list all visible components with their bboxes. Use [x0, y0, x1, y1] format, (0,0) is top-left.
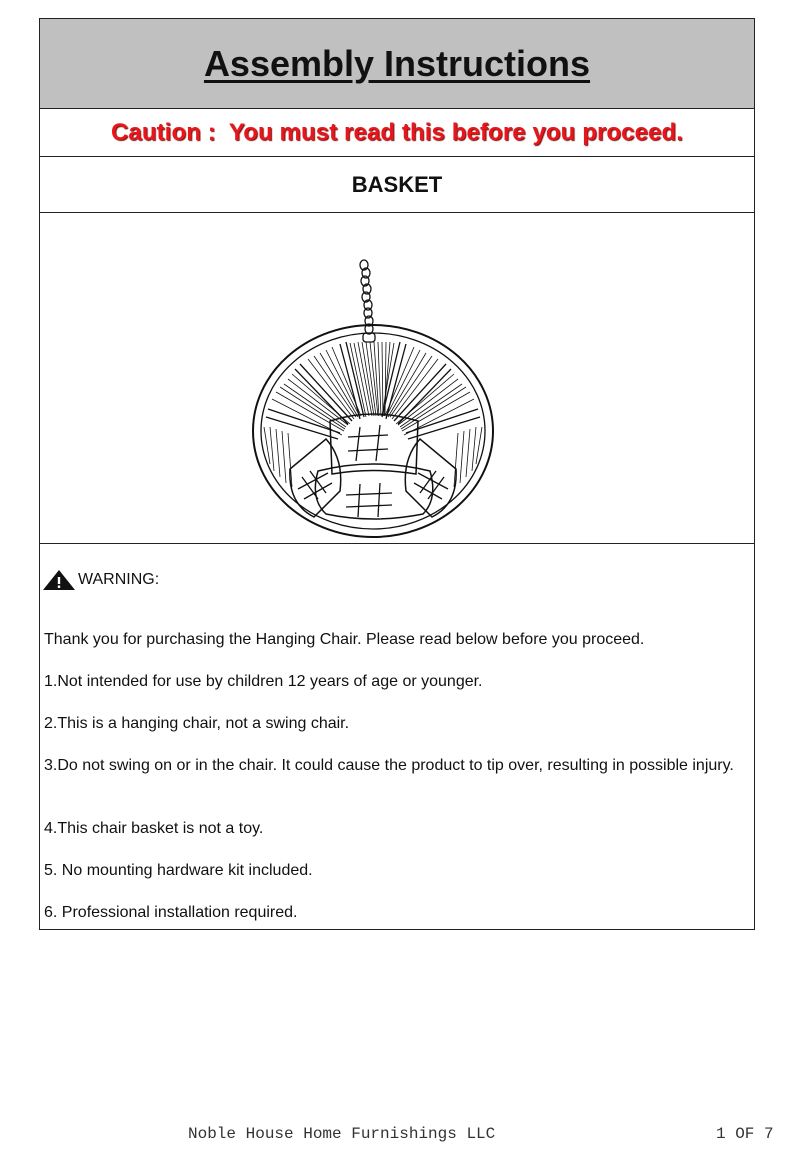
warning-triangle-icon	[42, 569, 76, 591]
footer-company: Noble House Home Furnishings LLC	[188, 1125, 496, 1143]
title-banner	[40, 19, 754, 109]
caution-text: Caution : You must read this before you proceed.	[110, 118, 684, 146]
section-header	[40, 157, 754, 213]
warning-item: 5. No mounting hardware kit included.	[44, 862, 313, 879]
warning-item: 1.Not intended for use by children 12 years of age or younger.	[44, 673, 483, 690]
caution-banner	[40, 109, 754, 157]
instruction-sheet	[39, 18, 755, 930]
page-number: 1 OF 7	[716, 1125, 774, 1143]
warning-header	[42, 569, 159, 591]
warning-item: 3.Do not swing on or in the chair. It could cause the product to tip over, resulting in possible injury.	[44, 757, 734, 774]
warning-item: 2.This is a hanging chair, not a swing chair.	[44, 715, 350, 732]
chain-icon	[360, 260, 375, 342]
hanging-chair-basket-illustration	[248, 259, 498, 549]
warning-label: WARNING:	[78, 571, 160, 588]
warning-item: 4.This chair basket is not a toy.	[44, 820, 264, 837]
section-title: BASKET	[351, 171, 443, 197]
page-title: Assembly Instructions	[203, 42, 591, 84]
warning-intro: Thank you for purchasing the Hanging Chair. Please read below before you proceed.	[44, 631, 645, 648]
illustration-panel	[40, 213, 754, 544]
warning-item: 6. Professional installation required.	[44, 904, 298, 921]
